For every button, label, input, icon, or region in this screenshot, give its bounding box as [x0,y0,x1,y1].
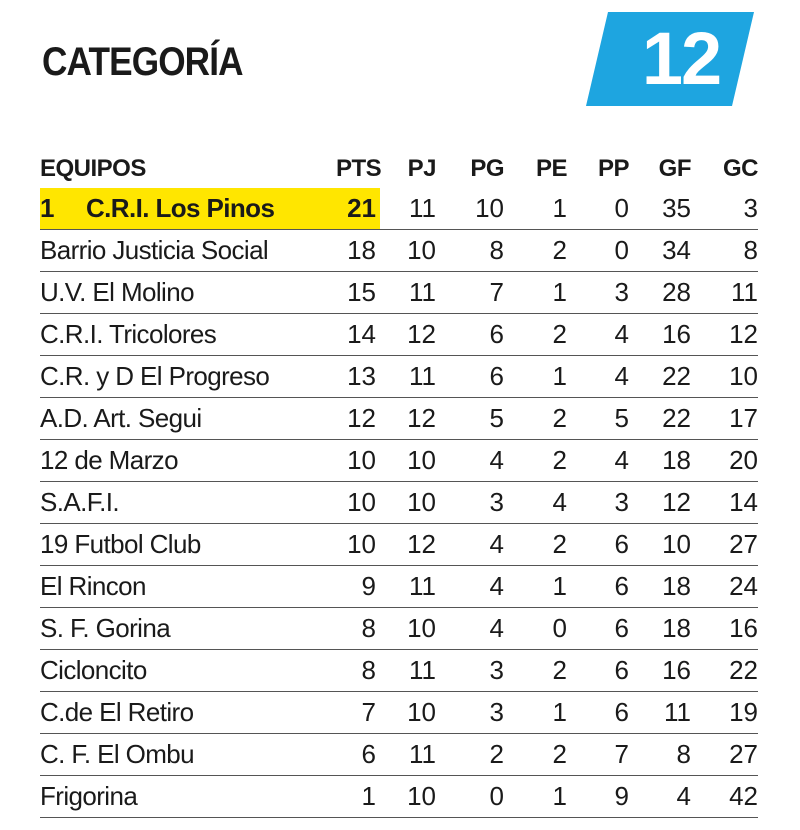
cell-gc: 12 [691,314,758,356]
category-number: 12 [641,17,721,100]
cell-pe: 1 [504,188,567,230]
table-row [40,650,758,692]
category-title: CATEGORÍA [42,40,243,84]
cell-gc: 27 [691,734,758,776]
cell-gf: 35 [629,188,691,230]
cell-gc: 14 [691,482,758,524]
cell-pg: 4 [436,524,504,566]
cell-pj: 11 [380,356,436,398]
cell-pj: 12 [380,524,436,566]
cell-pts: 15 [336,272,380,314]
cell-pg: 6 [436,356,504,398]
cell-pe: 1 [504,692,567,734]
cell-pe: 1 [504,776,567,818]
cell-pe: 2 [504,314,567,356]
cell-team: A.D. Art. Segui [40,398,336,440]
header-pj: PJ [407,155,436,182]
cell-gf: 11 [629,692,691,734]
cell-gc: 19 [691,692,758,734]
cell-team: C.de El Retiro [40,692,336,734]
cell-pg: 4 [436,440,504,482]
cell-pg: 3 [436,482,504,524]
cell-pj: 11 [380,188,436,230]
cell-pj: 10 [380,776,436,818]
cell-gf: 16 [629,314,691,356]
cell-pg: 0 [436,776,504,818]
cell-pp: 0 [567,188,629,230]
header-pe: PE [535,155,567,182]
cell-pts: 1 [336,776,380,818]
cell-pts: 8 [336,608,380,650]
cell-team: U.V. El Molino [40,272,336,314]
cell-pj: 12 [380,314,436,356]
cell-pe: 1 [504,356,567,398]
cell-pe: 1 [504,272,567,314]
cell-team: Barrio Justicia Social [40,230,336,272]
cell-pg: 6 [436,314,504,356]
cell-pts: 14 [336,314,380,356]
cell-gc: 11 [691,272,758,314]
table-row [40,692,758,734]
cell-pp: 6 [567,566,629,608]
cell-gf: 10 [629,524,691,566]
cell-team: C.R.I. Tricolores [40,314,336,356]
cell-pj: 10 [380,230,436,272]
table-row [40,188,758,230]
header-pg: PG [470,155,504,182]
header-teams: EQUIPOS [40,155,146,182]
table-row [40,440,758,482]
cell-pe: 4 [504,482,567,524]
cell-pp: 7 [567,734,629,776]
cell-pts: 7 [336,692,380,734]
cell-pj: 11 [380,566,436,608]
table-row [40,272,758,314]
cell-team: C.R. y D El Progreso [40,356,336,398]
cell-pts: 21 [336,188,380,230]
cell-pp: 4 [567,440,629,482]
cell-gc: 10 [691,356,758,398]
cell-pp: 0 [567,230,629,272]
table-row [40,356,758,398]
cell-pj: 11 [380,272,436,314]
cell-pp: 6 [567,692,629,734]
table-row [40,398,758,440]
cell-pts: 18 [336,230,380,272]
header-gc: GC [723,155,758,182]
table-row [40,566,758,608]
header-gf: GF [658,155,691,182]
cell-pj: 11 [380,734,436,776]
table-row [40,734,758,776]
cell-team: S. F. Gorina [40,608,336,650]
table-row [40,482,758,524]
standings-body [40,188,758,818]
cell-pts: 10 [336,482,380,524]
cell-pg: 4 [436,566,504,608]
cell-pe: 2 [504,734,567,776]
table-row [40,314,758,356]
cell-pp: 4 [567,356,629,398]
standings-table [40,150,758,818]
cell-pg: 3 [436,650,504,692]
cell-gf: 18 [629,608,691,650]
cell-team: S.A.F.I. [40,482,336,524]
cell-pe: 2 [504,650,567,692]
category-badge [586,12,754,106]
cell-pj: 11 [380,650,436,692]
cell-gf: 28 [629,272,691,314]
cell-pp: 6 [567,608,629,650]
cell-pg: 5 [436,398,504,440]
cell-gc: 42 [691,776,758,818]
table-header-row [40,150,758,188]
header-pts: PTS [336,155,382,182]
cell-pg: 10 [436,188,504,230]
cell-gf: 8 [629,734,691,776]
cell-gc: 20 [691,440,758,482]
cell-pg: 7 [436,272,504,314]
cell-pg: 2 [436,734,504,776]
cell-gf: 34 [629,230,691,272]
cell-pts: 8 [336,650,380,692]
cell-gf: 22 [629,356,691,398]
cell-pp: 6 [567,650,629,692]
cell-pe: 2 [504,440,567,482]
cell-pp: 3 [567,482,629,524]
cell-pts: 10 [336,440,380,482]
cell-pg: 8 [436,230,504,272]
cell-pj: 12 [380,398,436,440]
header-pp: PP [597,155,629,182]
table-row [40,608,758,650]
leader-rank: 1 [40,193,54,223]
cell-team: El Rincon [40,566,336,608]
cell-pj: 10 [380,608,436,650]
cell-pp: 3 [567,272,629,314]
cell-pe: 2 [504,524,567,566]
table-row [40,776,758,818]
cell-pp: 6 [567,524,629,566]
cell-pg: 3 [436,692,504,734]
table-row [40,524,758,566]
cell-pp: 4 [567,314,629,356]
cell-pj: 10 [380,440,436,482]
cell-pe: 2 [504,398,567,440]
cell-team: 12 de Marzo [40,440,336,482]
cell-gc: 16 [691,608,758,650]
cell-pj: 10 [380,482,436,524]
cell-gf: 16 [629,650,691,692]
cell-team: C. F. El Ombu [40,734,336,776]
cell-team [40,188,336,230]
cell-gf: 18 [629,566,691,608]
cell-gf: 4 [629,776,691,818]
cell-gc: 17 [691,398,758,440]
cell-pp: 9 [567,776,629,818]
cell-gc: 8 [691,230,758,272]
cell-gc: 27 [691,524,758,566]
cell-team: Cicloncito [40,650,336,692]
cell-gc: 24 [691,566,758,608]
cell-pe: 1 [504,566,567,608]
cell-pj: 10 [380,692,436,734]
cell-gf: 18 [629,440,691,482]
cell-pts: 9 [336,566,380,608]
cell-gf: 12 [629,482,691,524]
team-name: C.R.I. Los Pinos [86,193,275,223]
cell-team: 19 Futbol Club [40,524,336,566]
cell-pts: 13 [336,356,380,398]
cell-pe: 2 [504,230,567,272]
table-row [40,230,758,272]
cell-pp: 5 [567,398,629,440]
cell-pe: 0 [504,608,567,650]
cell-pts: 6 [336,734,380,776]
cell-pg: 4 [436,608,504,650]
cell-gc: 22 [691,650,758,692]
cell-pts: 10 [336,524,380,566]
cell-pts: 12 [336,398,380,440]
cell-gf: 22 [629,398,691,440]
cell-gc: 3 [691,188,758,230]
cell-team: Frigorina [40,776,336,818]
